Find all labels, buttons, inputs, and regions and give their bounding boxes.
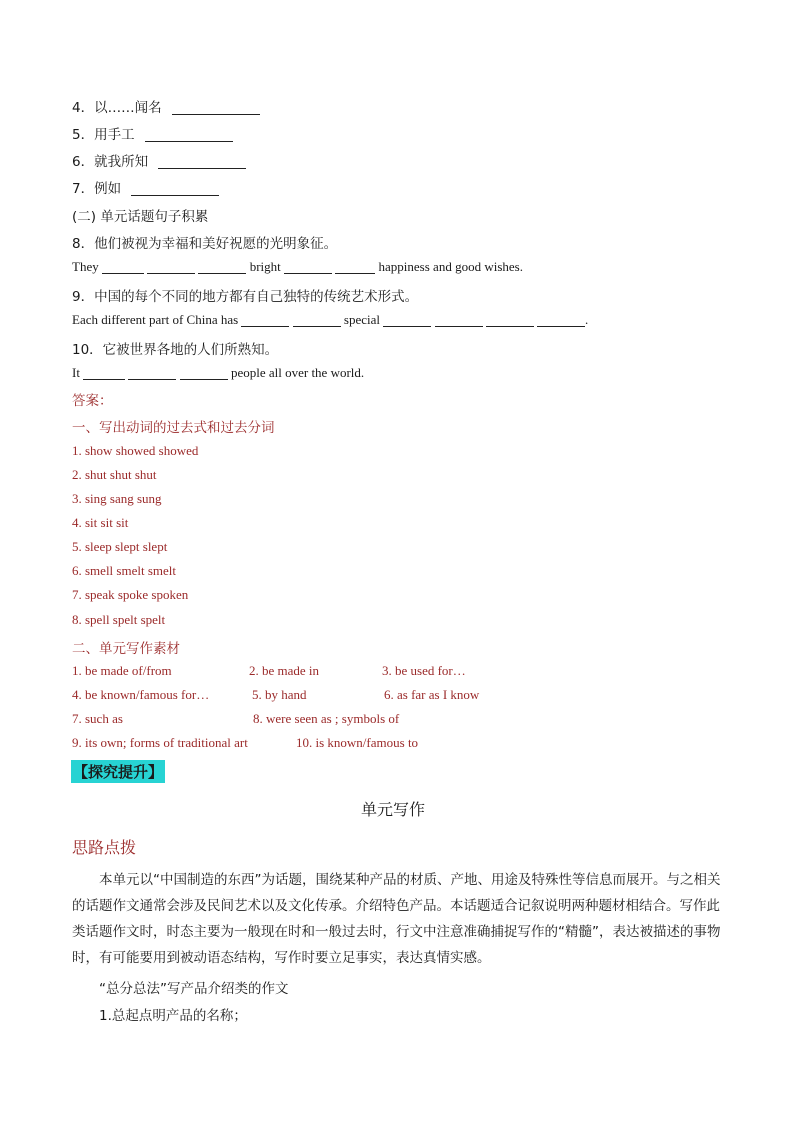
answer-blank[interactable]: [537, 312, 585, 327]
material-answer: 2. be made in: [249, 663, 320, 678]
answer-blank[interactable]: [293, 312, 341, 327]
q10-text-a: It: [72, 365, 80, 380]
q9-text-c: .: [585, 312, 589, 327]
answer-blank[interactable]: [145, 127, 233, 142]
verb-answer: 2. shut shut shut: [72, 467, 157, 482]
material-answer: 3. be used for…: [382, 663, 466, 678]
answers-label: 答案：: [72, 393, 113, 409]
material-answer: 10. is known/famous to: [296, 735, 419, 750]
answer-blank[interactable]: [284, 259, 332, 274]
material-answer: 9. its own; forms of traditional art: [72, 735, 248, 750]
question-10-en: [72, 365, 364, 381]
q8-text-a: They: [72, 259, 99, 274]
item-6: [72, 150, 246, 170]
q10-text-b: people all over the world.: [230, 365, 365, 380]
question-9-en: [72, 312, 588, 328]
answer-blank[interactable]: [158, 154, 246, 169]
answer-blank[interactable]: [435, 312, 483, 327]
answer-blank[interactable]: [102, 259, 144, 274]
answer-blank[interactable]: [180, 365, 228, 380]
answers-heading-2: 二、单元写作素材: [72, 641, 180, 657]
answer-blank[interactable]: [335, 259, 375, 274]
item-label: 6．就我所知: [72, 154, 149, 170]
material-answer: 5. by hand: [252, 687, 307, 702]
section-highlight-label: 【探究提升】: [71, 760, 165, 783]
material-answer: 1. be made of/from: [72, 663, 172, 678]
material-answer: 7. such as: [72, 711, 123, 726]
q9-text-b: special: [343, 312, 381, 327]
section-heading: (二) 单元话题句子积累: [72, 209, 209, 225]
q8-text-b: bright: [249, 259, 281, 274]
question-10-cn: 10．它被世界各地的人们所熟知。: [72, 342, 279, 358]
verb-answer: 7. speak spoke spoken: [72, 587, 189, 602]
method-line: “总分总法”写产品介绍类的作文: [99, 981, 289, 997]
answer-blank[interactable]: [241, 312, 289, 327]
question-9-cn: 9．中国的每个不同的地方都有自己独特的传统艺术形式。: [72, 289, 419, 305]
answer-blank[interactable]: [383, 312, 431, 327]
verb-answer: 6. smell smelt smelt: [72, 563, 176, 578]
idea-paragraph: 本单元以“中国制造的东西”为话题，围绕某种产品的材质、产地、用途及特殊性等信息而展开。与之相关的话题作文通常会涉及民间艺术以及文化传承。介绍特色产品。本话题适合记叙说明两种题材相结合。写作此类话题作文时，时态主要为一般现在时和一般过去时，行文中注意准确捕捉写作的“精髓”，表达被描述的事物时，有可能要用到被动语态结构，写作时要立足事实，表达真情实感。: [72, 872, 721, 966]
material-answer: 6. as far as I know: [384, 687, 480, 702]
verb-answer: 1. show showed showed: [72, 443, 199, 458]
verb-answer: 4. sit sit sit: [72, 515, 129, 530]
verb-answer: 8. spell spelt spelt: [72, 612, 166, 627]
question-8-en: [72, 259, 523, 275]
material-answer: 8. were seen as ; symbols of: [253, 711, 400, 726]
answer-blank[interactable]: [172, 100, 260, 115]
item-7: [72, 177, 219, 197]
material-answer: 4. be known/famous for…: [72, 687, 210, 702]
idea-heading: 思路点拨: [72, 838, 137, 857]
item-5: [72, 123, 233, 143]
answer-blank[interactable]: [147, 259, 195, 274]
answer-blank[interactable]: [128, 365, 176, 380]
writing-title: 单元写作: [361, 800, 426, 819]
step-1: 1.总起点明产品的名称；: [99, 1008, 247, 1024]
verb-answer: 3. sing sang sung: [72, 491, 162, 506]
q8-text-c: happiness and good wishes.: [378, 259, 523, 274]
answer-blank[interactable]: [83, 365, 125, 380]
q9-text-a: Each different part of China has: [72, 312, 239, 327]
item-4: [72, 96, 260, 116]
item-label: 4．以……闻名: [72, 100, 162, 116]
verb-answer: 5. sleep slept slept: [72, 539, 168, 554]
item-label: 5．用手工: [72, 127, 135, 143]
answer-blank[interactable]: [131, 181, 219, 196]
answer-blank[interactable]: [486, 312, 534, 327]
item-label: 7．例如: [72, 181, 122, 197]
answers-heading-1: 一、写出动词的过去式和过去分词: [72, 420, 275, 436]
answer-blank[interactable]: [198, 259, 246, 274]
question-8-cn: 8．他们被视为幸福和美好祝愿的光明象征。: [72, 236, 338, 252]
